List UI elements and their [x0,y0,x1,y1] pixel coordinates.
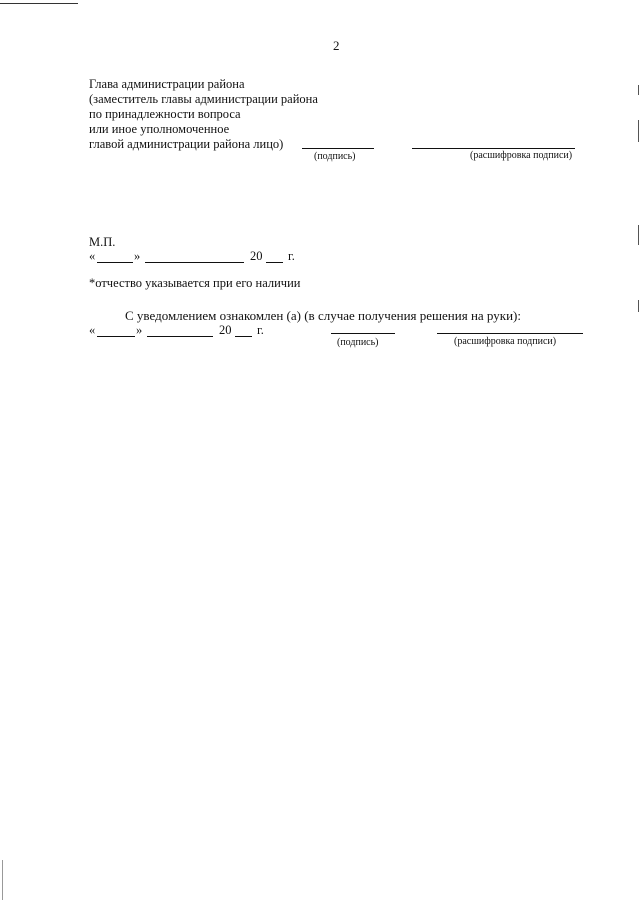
footnote: *отчество указывается при его наличии [89,276,301,290]
date-month-line [145,262,244,263]
date-day-line [97,262,133,263]
signatory-line-5: главой администрации района лицо) [89,137,284,151]
acknowledgement-text: С уведомлением ознакомлен (а) (в случае получения решения на руки): [125,308,521,323]
ack-signature-caption: (подпись) [337,337,379,348]
scan-edge-mark [638,225,639,245]
decryption-line [412,148,575,149]
signatory-line-2: (заместитель главы администрации района [89,92,318,106]
page-number: 2 [333,38,340,53]
signature-line [302,148,374,149]
year-prefix: 20 [250,249,263,263]
date-open-quote: « [89,249,96,263]
ack-date-close-quote: » [136,323,143,337]
ack-year-line [235,336,252,337]
date-close-quote: » [134,249,141,263]
year-suffix: г. [288,249,295,263]
signatory-line-4: или иное уполномоченное [89,122,230,136]
scan-edge-mark [2,860,3,900]
ack-decryption-line [437,333,583,334]
ack-date-open-quote: « [89,323,96,337]
ack-signature-line [331,333,395,334]
signature-caption: (подпись) [314,151,356,162]
ack-year-prefix: 20 [219,323,232,337]
scan-edge-mark [638,300,639,312]
stamp-label: М.П. [89,235,116,249]
ack-date-day-line [97,336,135,337]
scan-edge-mark [638,120,639,142]
scan-edge-mark [638,85,639,95]
signatory-line-3: по принадлежности вопроса [89,107,241,121]
signatory-line-1: Глава администрации района [89,77,245,91]
ack-year-suffix: г. [257,323,264,337]
scan-artifact-top [0,3,78,4]
ack-decryption-caption: (расшифровка подписи) [454,336,557,347]
decryption-caption: (расшифровка подписи) [470,150,573,161]
year-line [266,262,283,263]
ack-date-month-line [147,336,213,337]
